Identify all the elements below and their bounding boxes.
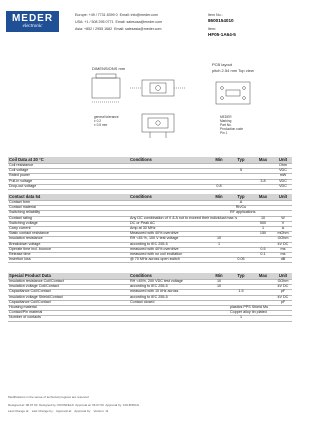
cell: dB [280,257,286,262]
logo-subtitle: electronic [22,24,43,29]
footer-row-designed [8,403,292,407]
coil-data-table [8,157,292,197]
cell: RF applications [230,210,256,215]
cell: Release time [9,252,31,256]
cell: Carry current [9,226,31,230]
cell: Coil resistance [9,163,34,167]
cell: Any DC combination of V & A not to exceed their individual max.'s [130,215,238,220]
pitch-label: pitch 2.54 mm Top view [212,68,254,73]
cell: mOhm [277,231,289,236]
meder-logo [6,11,59,32]
marking-line: MEDER [220,115,232,119]
cell: A [239,200,243,204]
cell: mW [279,173,287,178]
dimensions-label: DIMENSIONS mm [92,66,126,71]
phone: +49 / 7731 8399 0 [88,13,118,17]
marking-notes [220,115,243,135]
cell: Drop-out voltage [9,183,37,188]
cell: V [281,220,285,225]
pcb-layout-outline [216,82,250,104]
cell: pF [280,299,286,304]
footer-cell: KOLB/RICH [122,403,140,407]
contact-asia [75,27,162,34]
cell: pF [280,289,286,294]
technical-drawing [0,62,300,152]
cell: 3.8 [260,178,266,183]
cell: 1.5 [238,289,244,294]
footer-cell: Approval by: [74,409,91,413]
cell: Pull-in voltage [9,178,33,183]
cell: Contact material [9,205,36,210]
marking-line: Pin 1 [220,131,228,135]
email-label: Email: [115,20,126,24]
cell: Copper alloy tin plated [230,310,267,315]
cell: measured with no coil excitation [130,252,183,256]
column-header: Max [258,273,268,278]
footer-cell: Approval at: [75,403,92,407]
cell: 500 [259,220,267,225]
cell: A [281,226,285,230]
cell: Static contact resistance [9,231,49,236]
tolerance-line: general tolerance [94,115,119,119]
cell: plastics PPS Shield Mu [230,305,269,309]
contact-europe [75,13,162,20]
cell: ms [280,246,286,251]
column-header: Typ [237,157,245,162]
tolerance-notes [94,115,119,127]
cell: 150 [259,231,267,236]
item-value: HF05-1A64-5 [208,32,236,37]
marking-line: Marking [220,119,232,123]
column-header: Unit [278,273,288,278]
column-header: Conditions [130,157,152,162]
footer-cell: Approval at: [55,409,72,413]
cell: 1 [239,315,243,320]
side-view-outline [142,114,174,138]
cell: VDC [279,183,287,188]
email-label: Email: [114,27,125,31]
cell: Switching voltage [9,220,38,225]
cell: Contact form [9,200,31,204]
cell: Insulation resistance Coil/Contact [9,279,64,283]
cell: kV DC [277,294,289,299]
column-header: Typ [237,273,245,278]
email: info@meder.com [130,13,158,17]
cell: Insulation voltage Coil/Contact [9,284,59,289]
cell: Contact/Pin material [9,310,43,315]
footer-cell: Version: [93,409,105,413]
cell: Insulation voltage Shield/Contact [9,294,63,299]
cell: RH <45%, 200 VDC test voltage [130,279,183,283]
column-header: Max [258,194,268,199]
footer-cell: Last Change by: [31,409,54,413]
cell: 10 [260,215,266,220]
contact-usa [75,20,162,27]
cell: VDC [279,168,287,173]
cell: Number of contacts [9,315,41,320]
cell: 1 [261,226,265,230]
footer-note: Modifications in the sense of technical progress are reserved [8,395,89,399]
table-row [8,184,292,190]
cell: Breakdown voltage [9,241,41,246]
region-label: USA: [75,20,84,24]
tolerance-line: ± 0.2 [94,119,102,123]
table-row [8,315,292,321]
column-header: Conditions [130,273,152,278]
contact-block [75,13,162,34]
cell: Operate time incl. bounce [9,246,52,251]
cell: W [281,215,285,220]
cell: 10 [216,236,222,241]
cell: ms [280,252,286,256]
cell: GOhm [277,279,289,283]
cell: 1 [217,241,221,246]
footer-cell: KRONFELD [57,403,74,407]
phone: +852 / 2955 1682 [84,27,113,31]
cell: Housing material [9,305,37,309]
cell: 0.05 [237,257,245,262]
region-label: Asia: [75,27,83,31]
top-view-outline [92,74,120,102]
cell: 0.1 [260,252,266,256]
cell: @ 70 MHz across open switch [130,257,180,262]
cell: Measured with 40% overdrive [130,231,179,236]
cell: Contact closed [130,299,155,304]
cell: Ohm [279,163,287,167]
cell: kV DC [277,241,289,246]
email-label: Email: [119,13,130,17]
cell: measured with 40% overdrive [130,246,179,251]
footer-cell: Designed at: [8,403,25,407]
phone: +1 / 508 295 0771 [84,20,114,24]
footer-cell: Approval by: [105,403,123,407]
cell: according to IEC 255-5 [130,241,168,246]
footer-cell: 06.07.00 [92,403,104,407]
footer-cell: 08.07.00 [25,403,38,407]
email: salesusa@meder.com [126,20,163,24]
column-header: Max [258,157,268,162]
cell: Switching reliability [9,210,41,215]
cell: 10 [216,279,222,283]
table-title: Contact data 54 [9,194,41,199]
column-header: Conditions [130,194,152,199]
cell: according to IEC 255-5 [130,284,168,289]
item-no-label: Item No.: [208,13,223,17]
item-label: Item: [208,27,216,31]
cell: Rated power [9,173,30,178]
cell: Contact rating [9,215,32,220]
cell: DC or Peak AC [130,220,156,225]
cell: GOhm [277,236,289,241]
region-label: Europe: [75,13,88,17]
table-title: Coil Data at 20 °C [9,157,44,162]
cell: 10 [216,284,222,289]
cell: VDC [279,178,287,183]
email: salesasia@meder.com [125,27,162,31]
footer-row-changed [8,409,292,413]
contact-data-table [8,194,292,266]
column-header: Min [215,273,223,278]
cell: Amp at 30 MHz [130,226,156,230]
marking-line: Part No. [220,123,232,127]
special-product-table [8,273,292,325]
cell: 5 [239,168,243,173]
pcb-label: PCB layout [212,62,233,67]
cell: 0.5 [260,246,266,251]
tolerance-line: ± 0.5 mm [94,123,108,127]
item-no-value: 8600154010 [208,18,234,23]
cell: RH <45 %, 100 V test voltage [130,236,179,241]
cell: Insertion loss [9,257,31,262]
marking-line: Production code [220,127,244,131]
front-view-outline [130,80,186,96]
cell: Capacitance Coil/Contact [9,289,51,294]
cell: Rh/Cu [235,205,247,210]
footer-cell: Designed by: [39,403,57,407]
column-header: Min [215,194,223,199]
cell: Coil voltage [9,168,29,173]
cell: according to IEC 255-5 [130,294,168,299]
table-title: Special Product Data [9,273,51,278]
cell: measured with 10 kHz across [130,289,179,294]
column-header: Unit [278,157,288,162]
cell: 0.8 [216,183,222,188]
column-header: Typ [237,194,245,199]
cell: Insulation resistance [9,236,43,241]
table-row [8,257,292,263]
footer-cell: 11 [105,409,109,413]
cell: Capacitance Coil/Contact [9,299,51,304]
column-header: Min [215,157,223,162]
footer-cell: Last Change at: [8,409,30,413]
cell: kV DC [277,284,289,289]
column-header: Unit [278,194,288,199]
logo-wordmark: MEDER [11,13,54,24]
